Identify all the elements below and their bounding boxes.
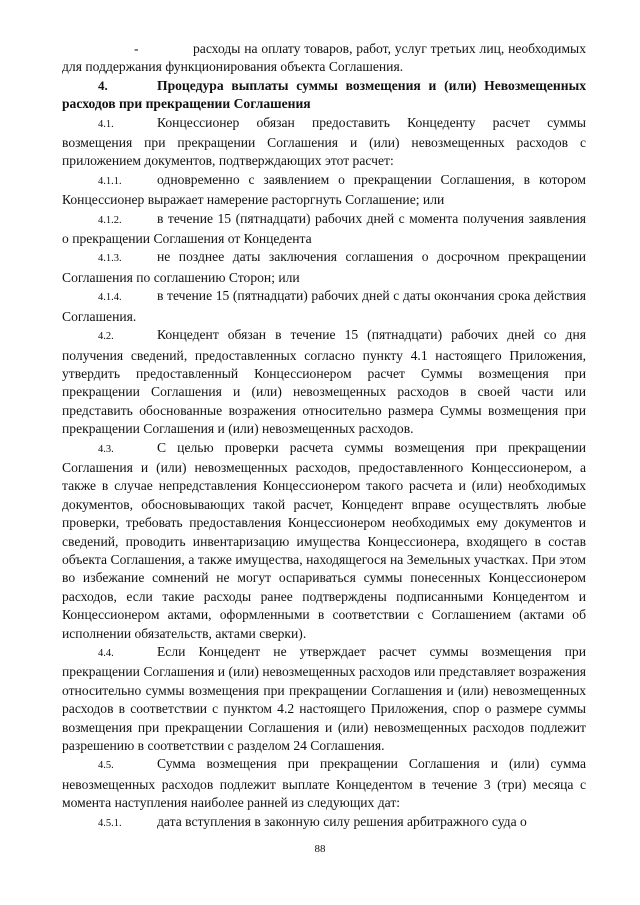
clause [62,643,586,755]
clause-text: в течение 15 (пятнадцати) рабочих дней с даты окончания срока действия Соглашения. [62,288,586,324]
page-number: 88 [314,843,326,855]
clause [62,114,586,171]
document-page [62,40,586,833]
clause-number: 4.4. [98,648,114,659]
clause-number: 4.5. [98,760,114,772]
clause [62,326,586,438]
clause [62,287,586,326]
clause-text: Концедент обязан в течение 15 (пятнадцати) рабочих дней со дня получения сведений, предоставленных согласно пункту 4.1 настоящего Приложения, утвердить предоставленный Концессионером расчет Суммы возмещения при прекращении Соглашения и (или) невозмещенных расходов в своей части или представить обоснованные возражения относительно размера Суммы возмещения при прекращении Соглашения и (или) невозмещенных расходов. [62,327,586,437]
dash-marker: - [134,41,139,56]
clause-number: 4.1.4. [98,292,122,304]
clause-number: 4.2. [98,331,114,343]
clause [62,813,586,833]
intro-list-item [62,40,586,77]
clause-text: Сумма возмещения при прекращении Соглашения и (или) сумма невозмещенных расходов подлежит выплате Концедентом в течение 3 (три) месяца с момента наступления наиболее ранней из следующих дат: [62,756,586,811]
clause-number: 4.3. [98,443,114,455]
section-heading [62,77,586,114]
clause [62,439,586,643]
clause [62,171,586,210]
clause [62,755,586,812]
clause-text: дата вступления в законную силу решения арбитражного суда о [157,813,527,829]
intro-item-text: расходы на оплату товаров, работ, услуг третьих лиц, необходимых для поддержания функционирования объекта Соглашения. [62,41,586,75]
clause [62,248,586,287]
clause-text: не позднее даты заключения соглашения о досрочном прекращении Соглашения по соглашению Сторон; или [62,249,586,285]
clause-number: 4.1. [98,118,114,130]
clause-text: в течение 15 (пятнадцати) рабочих дней с момента получения заявления о прекращении Соглашения от Концедента [62,210,586,247]
section-number: 4. [98,77,108,93]
clause-number: 4.5.1. [98,817,122,829]
clause-text: одновременно с заявлением о прекращении Соглашения, в котором Концессионер выражает намерение расторгнуть Соглашение; или [62,171,586,208]
clause-text: Если Концедент не утверждает расчет суммы возмещения при прекращении Соглашения и (или) невозмещенных расходов или представляет возражения относительно суммы возмещения при прекращении Соглашения и (или) невозмещенных расходов в соответствии с пунктом 4.2 настоящего Приложения, спор о размере суммы возмещения при прекращении Соглашения и (или) невозмещенных расходов подлежит разрешению в соответствии с разделом 24 Соглашения. [62,644,586,754]
clause-number: 4.1.2. [98,214,122,226]
clause-number: 4.1.1. [98,175,122,187]
section-title: Процедура выплаты суммы возмещения и (или) Невозмещенных расходов при прекращении Соглашения [62,77,586,112]
clause-text: Концессионер обязан предоставить Концеденту расчет суммы возмещения при прекращении Соглашения и (или) невозмещенных расходов с приложением документов, подтверждающих этот расчет: [62,114,586,169]
clause-number: 4.1.3. [98,253,122,265]
clause-text: С целью проверки расчета суммы возмещения при прекращении Соглашения и (или) невозмещенных расходов, предоставленного Концессионером, а также в случае непредставления Концессионером такого расчета и (или) необходимых документов, обосновывающих такой расчет, Концедент вправе осуществлять любые проверки, требовать предоставления Концессионером необходимых ему документов и сведений, проводить инвентаризацию имущества Концессионера, входящего в состав объекта Соглашения, а также имущества, находящегося на Земельных участках. При этом во избежание сомнений не могут оспариваться суммы понесенных Концессионером расходов, если такие расходы ранее подтверждены подписанными Концедентом и Концессионером актами, оформленными в соответствии с Соглашением (актами об исполнении обязательств, актами сверки). [62,439,586,641]
clause [62,210,586,249]
